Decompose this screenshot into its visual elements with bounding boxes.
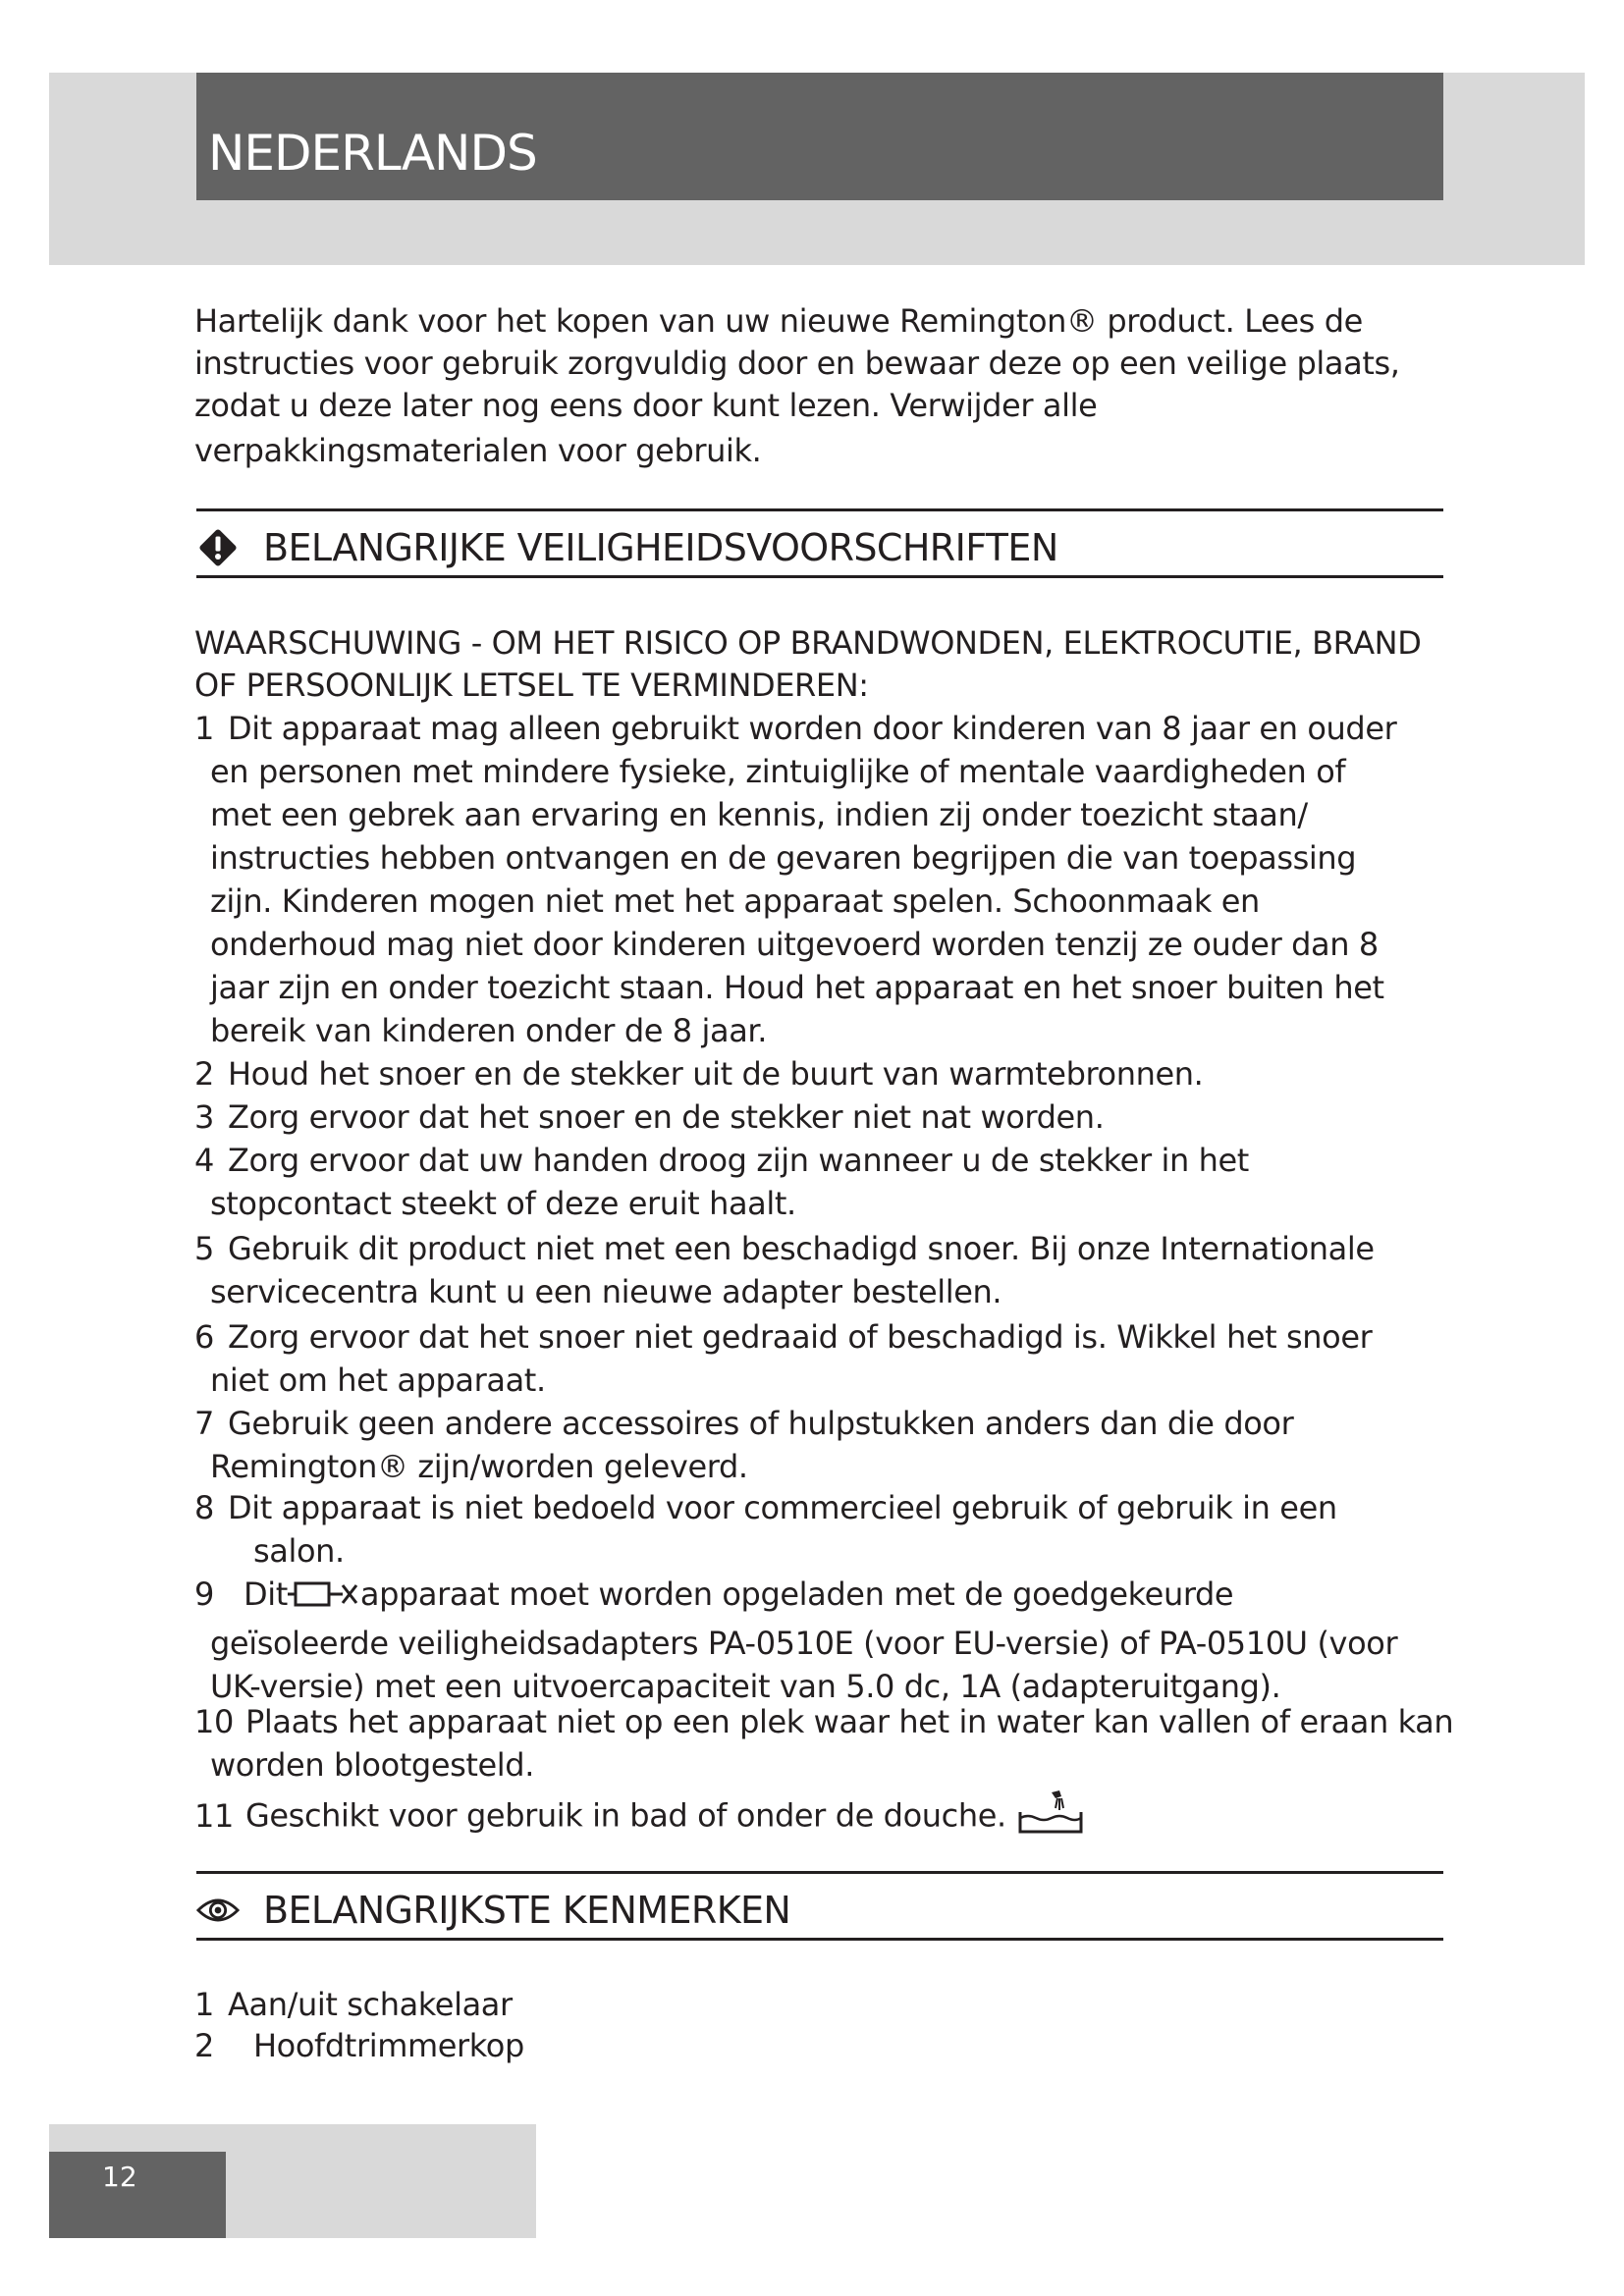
item-text: Dit apparaat mag alleen gebruikt worden door kinderen van 8 jaar en ouder bbox=[228, 710, 1397, 747]
item-text: Remington® zijn/worden geleverd. bbox=[210, 1448, 748, 1485]
item-number: 2 bbox=[194, 1055, 214, 1093]
item-text: Zorg ervoor dat het snoer en de stekker niet nat worden. bbox=[228, 1098, 1105, 1136]
item-text: apparaat moet worden opgeladen met de goedgekeurde bbox=[359, 1575, 1234, 1613]
item-number: 2 bbox=[194, 2027, 214, 2064]
safety-item-3 bbox=[194, 1095, 1104, 1139]
item-text: Hoofdtrimmerkop bbox=[253, 2027, 524, 2064]
item-text: Houd het snoer en de stekker uit de buurt van warmtebronnen. bbox=[228, 1055, 1204, 1093]
item-text: onderhoud mag niet door kinderen uitgevoerd worden tenzij ze ouder dan 8 bbox=[210, 926, 1379, 963]
intro-line: Hartelijk dank voor het kopen van uw nieuwe Remington® product. Lees de bbox=[194, 302, 1363, 340]
item-text: Dit bbox=[244, 1575, 288, 1613]
item-text: met een gebrek aan ervaring en kennis, indien zij onder toezicht staan/ bbox=[210, 796, 1308, 833]
section-rule-top bbox=[196, 1871, 1443, 1874]
safety-item-5 bbox=[194, 1227, 1375, 1313]
page-title: NEDERLANDS bbox=[208, 125, 537, 182]
features-title: BELANGRIJKSTE KENMERKEN bbox=[263, 1889, 791, 1932]
item-text: Geschikt voor gebruik in bad of onder de douche. bbox=[245, 1796, 1006, 1835]
safety-item-6 bbox=[194, 1315, 1372, 1402]
item-text: salon. bbox=[253, 1532, 345, 1570]
section-rule-top bbox=[196, 508, 1443, 511]
item-text: zijn. Kinderen mogen niet met het apparaat spelen. Schoonmaak en bbox=[210, 882, 1260, 920]
item-text: Dit apparaat is niet bedoeld voor commercieel gebruik of gebruik in een bbox=[228, 1489, 1337, 1526]
item-text: UK-versie) met een uitvoercapaciteit van 5.0 dc, 1A (adapteruitgang). bbox=[210, 1668, 1281, 1705]
safety-item-7 bbox=[194, 1402, 1293, 1488]
item-number: 10 bbox=[194, 1703, 234, 1740]
intro-paragraph bbox=[194, 300, 1400, 472]
item-number: 4 bbox=[194, 1142, 214, 1179]
safety-item-1 bbox=[194, 707, 1396, 1052]
item-text: Zorg ervoor dat uw handen droog zijn wanneer u de stekker in het bbox=[228, 1142, 1249, 1179]
item-text: Zorg ervoor dat het snoer niet gedraaid of beschadigd is. Wikkel het snoer bbox=[228, 1318, 1373, 1356]
safety-item-9 bbox=[194, 1573, 1397, 1708]
warning-line: OF PERSOONLIJK LETSEL TE VERMINDEREN: bbox=[194, 667, 869, 704]
feature-item-2 bbox=[194, 2024, 524, 2067]
item-text: bereik van kinderen onder de 8 jaar. bbox=[210, 1012, 768, 1049]
intro-line: zodat u deze later nog eens door kunt lezen. Verwijder alle bbox=[194, 387, 1098, 424]
section-rule-bottom bbox=[196, 575, 1443, 578]
feature-item-1 bbox=[194, 1983, 513, 2026]
features-heading bbox=[196, 1875, 790, 1946]
item-text: servicecentra kunt u een nieuwe adapter bestellen. bbox=[210, 1273, 1002, 1310]
eye-icon bbox=[196, 1889, 240, 1932]
item-text: Plaats het apparaat niet op een plek waar het in water kan vallen of eraan kan bbox=[245, 1703, 1454, 1740]
item-text: instructies hebben ontvangen en de gevaren begrijpen die van toepassing bbox=[210, 839, 1357, 877]
item-number: 9 bbox=[194, 1575, 214, 1613]
item-number: 1 bbox=[194, 1986, 214, 2023]
item-text: niet om het apparaat. bbox=[210, 1362, 546, 1399]
footer-bar bbox=[49, 2152, 226, 2238]
item-text: worden blootgesteld. bbox=[210, 1746, 534, 1784]
safety-item-10 bbox=[194, 1700, 1453, 1787]
item-number: 5 bbox=[194, 1230, 214, 1267]
warning-diamond-icon bbox=[196, 526, 240, 569]
safety-title: BELANGRIJKE VEILIGHEIDSVOORSCHRIFTEN bbox=[263, 526, 1058, 569]
safety-adapter-icon bbox=[288, 1577, 366, 1622]
item-text: Aan/uit schakelaar bbox=[228, 1986, 513, 2023]
intro-line: verpakkingsmaterialen voor gebruik. bbox=[194, 432, 762, 469]
item-number: 8 bbox=[194, 1489, 214, 1526]
item-number: 3 bbox=[194, 1098, 214, 1136]
item-text: Gebruik geen andere accessoires of hulpstukken anders dan die door bbox=[228, 1405, 1294, 1442]
item-number: 6 bbox=[194, 1318, 214, 1356]
warning-text bbox=[194, 622, 1421, 707]
section-rule-bottom bbox=[196, 1938, 1443, 1941]
item-text: jaar zijn en onder toezicht staan. Houd het apparaat en het snoer buiten het bbox=[210, 969, 1384, 1006]
safety-item-2 bbox=[194, 1052, 1203, 1095]
warning-line: WAARSCHUWING - OM HET RISICO OP BRANDWONDEN, ELEKTROCUTIE, BRAND bbox=[194, 624, 1422, 662]
safety-item-4 bbox=[194, 1139, 1249, 1225]
item-text: stopcontact steekt of deze eruit haalt. bbox=[210, 1185, 796, 1222]
safety-item-11 bbox=[194, 1787, 1085, 1848]
safety-item-8 bbox=[194, 1486, 1337, 1573]
bath-shower-icon bbox=[1016, 1787, 1085, 1848]
item-number: 1 bbox=[194, 710, 214, 747]
intro-line: instructies voor gebruik zorgvuldig door en bewaar deze op een veilige plaats, bbox=[194, 345, 1400, 382]
item-text: Gebruik dit product niet met een beschadigd snoer. Bij onze Internationale bbox=[228, 1230, 1375, 1267]
item-text: en personen met mindere fysieke, zintuiglijke of mentale vaardigheden of bbox=[210, 753, 1346, 790]
item-text: geïsoleerde veiligheidsadapters PA-0510E (voor EU-versie) of PA-0510U (voor bbox=[210, 1625, 1398, 1662]
item-number: 11 bbox=[194, 1796, 234, 1835]
item-number: 7 bbox=[194, 1405, 214, 1442]
page-number: 12 bbox=[102, 2161, 137, 2193]
safety-heading bbox=[196, 512, 1058, 583]
